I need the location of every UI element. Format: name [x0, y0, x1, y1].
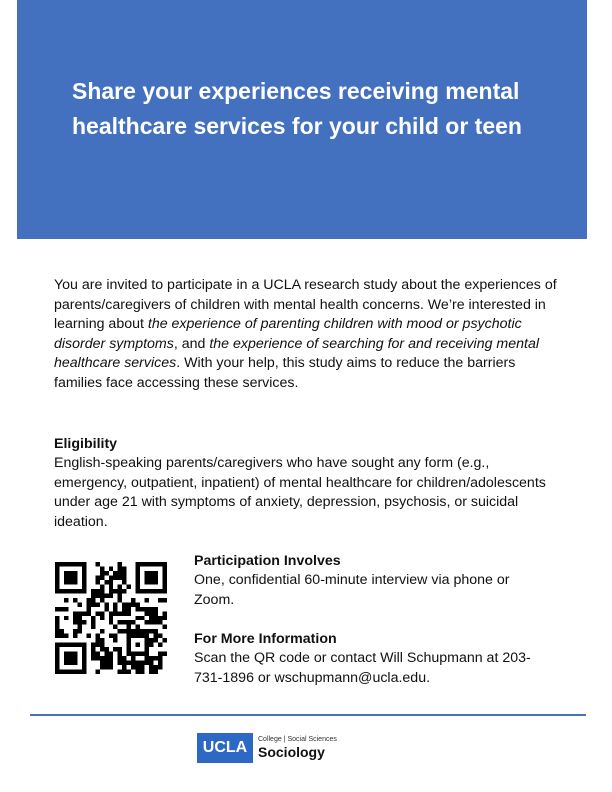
intro-text-3: . With your help, this study aims to reduce the barriers families face accessing these services.: [54, 355, 516, 391]
header-banner: [17, 0, 587, 239]
intro-text-2: , and: [173, 335, 210, 352]
qr-code-icon[interactable]: [55, 562, 167, 674]
participation-title: Participation Involves: [194, 553, 341, 569]
participation-body: One, confidential 60-minute interview via phone or Zoom.: [194, 572, 510, 608]
intro-italic-1: the experience of parenting children with mood or psychotic disorder symptoms: [54, 316, 522, 352]
intro-text-1: You are invited to participate in a UCLA research study about the experiences of parents/caregivers of children with mental health concerns. We’re interested in learning about: [54, 277, 557, 333]
page-title: Share your experiences receiving mental healthcare services for your child or teen: [72, 78, 522, 139]
ucla-sociology-logo: [197, 733, 397, 763]
intro-paragraph: [54, 276, 564, 394]
footer-divider: [30, 714, 586, 716]
logo-subtitle: College | Social Sciences: [258, 736, 337, 743]
intro-italic-2: the experience of searching for and receiving mental healthcare services: [54, 335, 540, 372]
more-info-title: For More Information: [194, 631, 337, 647]
logo-department: Sociology: [258, 744, 325, 760]
more-info-body: Scan the QR code or contact Will Schupmann at 203-731-1896 or wschupmann@ucla.edu.: [194, 650, 531, 686]
ucla-logo-box: UCLA: [197, 733, 253, 763]
eligibility-body: English-speaking parents/caregivers who have sought any form (e.g., emergency, outpatient, inpatient) of mental healthcare for children/adolescents under age 21 with symptoms of anxiety, depression, psychosis, or suicidal ideation.: [54, 455, 546, 530]
eligibility-title: Eligibility: [54, 436, 118, 452]
